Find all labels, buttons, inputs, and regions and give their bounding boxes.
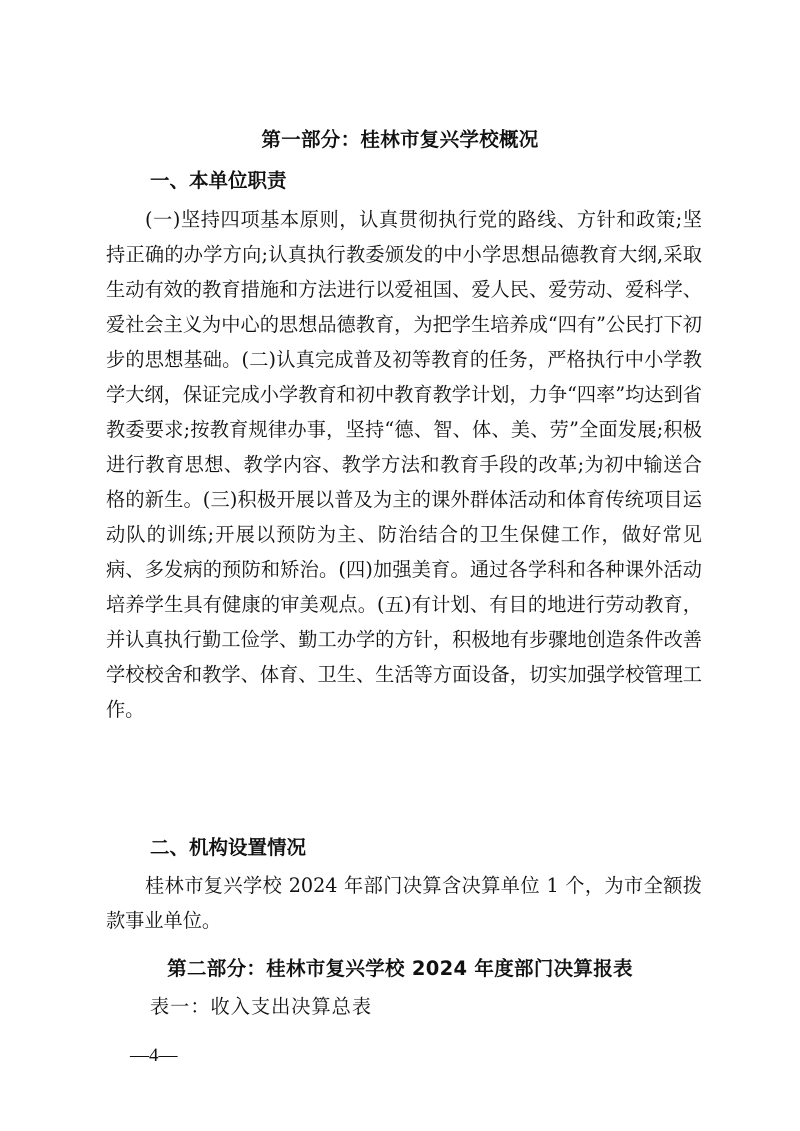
table-caption: 表一：收入支出决算总表 (150, 995, 373, 1018)
section1-heading: 一、本单位职责 (150, 169, 287, 192)
section2-body: 桂林市复兴学校 2024 年部门决算含决算单位 1 个，为市全额拨款事业单位。 (106, 874, 702, 932)
section1-body: (一)坚持四项基本原则，认真贯彻执行党的路线、方针和政策;坚持正确的办学方向;认真执行教委颁发的中小学思想品德教育大纲,采取生动有效的教育措施和方法进行以爱祖国、爱人民、爱劳动、爱科学、爱社会主义为中心的思想品德教育，为把学生培养成“四有”公民打下初步的思想基础。(二)认真完成普及初等教育的任务，严格执行中小学教学大纲，保证完成小学教育和初中教育教学计划，力争“四率”均达到省教委要求;按教育规律办事，坚持“德、智、体、美、劳”全面发展;积极进行教育思想、教学内容、教学方法和教育手段的改革;为初中输送合格的新生。(三)积极开展以普及为主的课外群体活动和体育传统项目运动队的训练;开展以预防为主、防治结合的卫生保健工作，做好常见病、多发病的预防和矫治。(四)加强美育。通过各学科和各种课外活动培养学生具有健康的审美观点。(五)有计划、有目的地进行劳动教育，并认真执行勤工俭学、勤工办学的方针，积极地有步骤地创造条件改善学校校舍和教学、体育、卫生、生活等方面设备，切实加强学校管理工作。 (106, 208, 702, 721)
section2-heading: 二、机构设置情况 (150, 836, 307, 859)
part2-title: 第二部分：桂林市复兴学校 2024 年度部门决算报表 (167, 957, 633, 980)
page-number: —4— (130, 1045, 178, 1066)
part1-title: 第一部分：桂林市复兴学校概况 (261, 128, 539, 151)
